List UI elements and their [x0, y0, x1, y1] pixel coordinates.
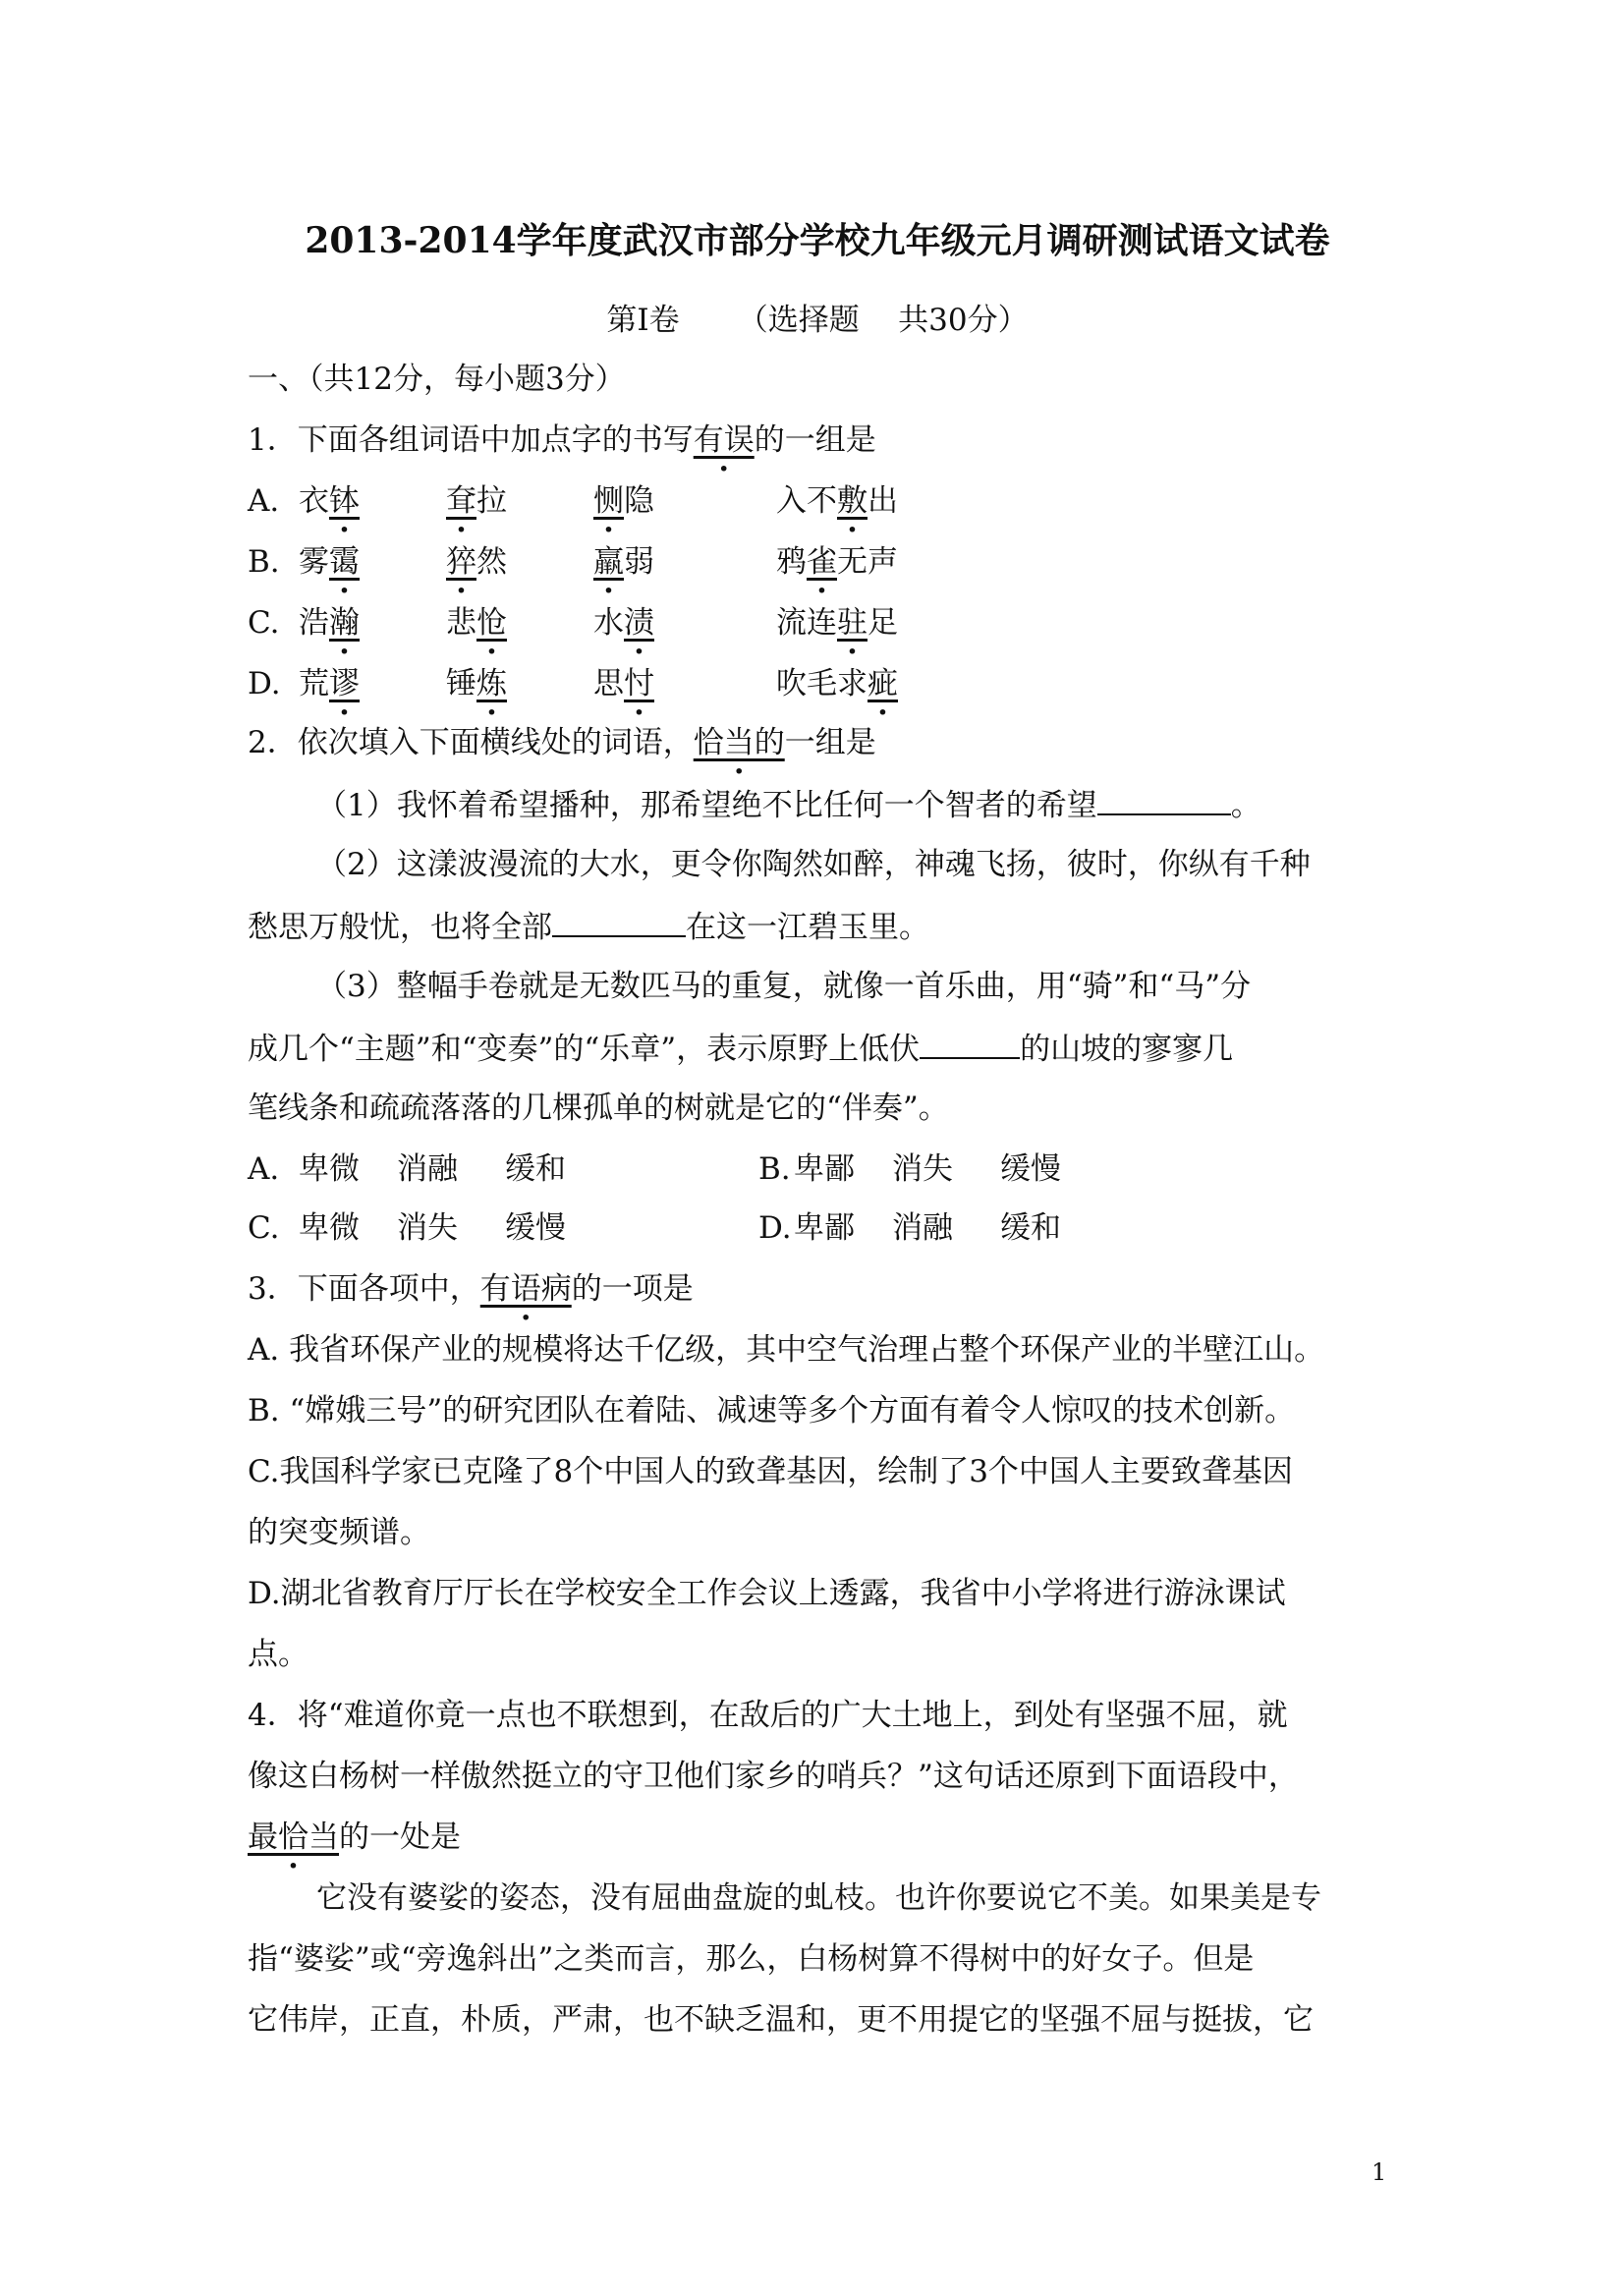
word-part: 思 — [593, 666, 624, 701]
q2-option-word: 卑微 — [299, 1151, 360, 1187]
word-part: 荒 — [299, 666, 329, 701]
word-part: 弱 — [624, 544, 654, 580]
dotted-character: 瀚 — [329, 605, 360, 641]
q2-sentence-2a: （2）这漾波漫流的大水，更令你陶然如醉，神魂飞扬，彼时，你纵有千种 — [316, 847, 1311, 882]
q2-option-word: 消失 — [892, 1151, 953, 1187]
q2-option-word: 卑鄙 — [794, 1210, 855, 1246]
word-part: 入不 — [776, 483, 837, 519]
word-part: 然 — [476, 544, 507, 580]
dotted-character: 钵 — [329, 483, 360, 519]
q1-option-word — [446, 542, 507, 582]
q2-option-word: 缓慢 — [1000, 1151, 1061, 1187]
q2-option-label: A. — [248, 1151, 280, 1187]
q2-option-word: 缓和 — [1000, 1210, 1061, 1246]
q2-sentence-2b — [248, 906, 929, 947]
dotted-character: 霭 — [329, 544, 360, 580]
q2-stem-mark: 恰当的 — [693, 725, 785, 760]
q1-option-word — [593, 664, 654, 703]
q1-option-word — [446, 664, 507, 703]
q1-option-word — [776, 603, 898, 643]
q1-stem-mark: 有误 — [693, 422, 755, 458]
q1-option-label: C. — [248, 605, 280, 641]
word-part: 吹毛求 — [776, 666, 867, 701]
q2-option-label: D. — [758, 1210, 792, 1246]
q3-stem — [248, 1269, 694, 1309]
q4-passage-line3: 它伟岸，正直，朴质，严肃，也不缺乏温和，更不用提它的坚强不屈与挺拔，它 — [248, 2002, 1314, 2038]
q2-s3b-post: 的山坡的寥寥几 — [1020, 1032, 1234, 1067]
q1-option-word — [299, 481, 360, 521]
q2-sentence-3c: 笔线条和疏疏落落的几棵孤单的树就是它的“伴奏”。 — [248, 1091, 949, 1126]
q1-stem-post: 的一组是 — [754, 422, 876, 458]
q2-option-word: 缓慢 — [505, 1210, 566, 1246]
dotted-character: 羸 — [593, 544, 624, 580]
word-part: 无声 — [837, 544, 898, 580]
q2-stem — [248, 723, 876, 762]
q1-option-word — [776, 664, 898, 703]
q4-passage-line2: 指“婆娑”或“旁逸斜出”之类而言，那么，白杨树算不得树中的好女子。但是 — [248, 1941, 1255, 1977]
q3-option-b: B. “嫦娥三号”的研究团队在着陆、减速等多个方面有着令人惊叹的技术创新。 — [248, 1393, 1296, 1428]
q2-sentence-3a: （3）整幅手卷就是无数匹马的重复，就像一首乐曲，用“骑”和“马”分 — [316, 969, 1252, 1004]
q2-option-word: 缓和 — [505, 1151, 566, 1187]
q3-option-d-line1: D.湖北省教育厅厅长在学校安全工作会议上透露，我省中小学将进行游泳课试 — [248, 1576, 1286, 1611]
word-part: 鸦 — [776, 544, 807, 580]
dotted-character: 雀 — [807, 544, 837, 580]
q1-option-word — [776, 542, 898, 582]
q3-stem-mark: 有语病 — [479, 1271, 572, 1307]
q2-blank-1 — [1097, 784, 1231, 815]
word-part: 水 — [593, 605, 624, 641]
q2-sentence-3b — [248, 1028, 1233, 1069]
q1-option-word — [299, 542, 360, 582]
q2-sentence-1 — [316, 784, 1261, 825]
q2-option-word: 消失 — [397, 1210, 458, 1246]
dotted-character: 猝 — [446, 544, 476, 580]
dotted-character: 恻 — [593, 483, 624, 519]
word-part: 足 — [867, 605, 898, 641]
word-part: 悲 — [446, 605, 476, 641]
q1-option-word — [593, 481, 654, 521]
q2-blank-2 — [552, 906, 686, 937]
q3-stem-pre: 3．下面各项中， — [248, 1271, 480, 1307]
word-part: 锤 — [446, 666, 476, 701]
word-part: 衣 — [299, 483, 329, 519]
q3-stem-post: 的一项是 — [571, 1271, 694, 1307]
word-part: 出 — [867, 483, 898, 519]
q1-option-word — [299, 603, 360, 643]
q1-option-word — [593, 542, 654, 582]
q1-option-word — [593, 603, 654, 643]
q1-option-label: D. — [248, 666, 281, 701]
word-part: 隐 — [624, 483, 654, 519]
q3-option-c-line1: C.我国科学家已克隆了8个中国人的致聋基因，绘制了3个中国人主要致聋基因 — [248, 1454, 1293, 1489]
q2-option-word: 消融 — [892, 1210, 953, 1246]
q1-option-word — [776, 481, 898, 521]
q3-option-d-line2: 点。 — [248, 1637, 308, 1672]
word-part: 拉 — [476, 483, 507, 519]
q2-s3b-pre: 成几个“主题”和“变奏”的“乐章”，表示原野上低伏 — [248, 1032, 921, 1067]
dotted-character: 驻 — [837, 605, 867, 641]
exam-subtitle: 第Ⅰ卷 （选择题 共30分） — [606, 303, 1029, 338]
q2-s1-end: 。 — [1230, 788, 1261, 823]
exam-title: 2013-2014学年度武汉市部分学校九年级元月调研测试语文试卷 — [305, 220, 1330, 261]
word-part: 浩 — [299, 605, 329, 641]
q2-s2b-pre: 愁思万般忧，也将全部 — [248, 910, 552, 945]
q1-option-label: A. — [248, 483, 280, 519]
dotted-character: 忖 — [624, 666, 654, 701]
q4-stem-line1: 4．将“难道你竟一点也不联想到，在敌后的广大土地上，到处有坚强不屈，就 — [248, 1698, 1288, 1733]
q2-option-word: 卑微 — [299, 1210, 360, 1246]
q4-stem-mark: 最恰当 — [248, 1820, 339, 1855]
q3-option-a: A. 我省环保产业的规模将达千亿级，其中空气治理占整个环保产业的半壁江山。 — [248, 1332, 1325, 1368]
q1-option-word — [299, 664, 360, 703]
q2-s2b-post: 在这一江碧玉里。 — [686, 910, 929, 945]
word-part: 雾 — [299, 544, 329, 580]
q2-option-label: C. — [248, 1210, 280, 1246]
dotted-character: 炼 — [476, 666, 507, 701]
dotted-character: 耷 — [446, 483, 476, 519]
q4-stem-post: 的一处是 — [339, 1820, 461, 1855]
q2-option-label: B. — [758, 1151, 791, 1187]
q3-option-c-line2: 的突变频谱。 — [248, 1515, 430, 1550]
q2-stem-pre: 2．依次填入下面横线处的词语， — [248, 725, 694, 760]
q4-stem-line3 — [248, 1818, 461, 1857]
q2-option-word: 消融 — [397, 1151, 458, 1187]
q1-option-word — [446, 481, 507, 521]
word-part: 流连 — [776, 605, 837, 641]
q2-option-word: 卑鄙 — [794, 1151, 855, 1187]
page-number: 1 — [1371, 2158, 1387, 2186]
q1-stem — [248, 420, 876, 460]
dotted-character: 渍 — [624, 605, 654, 641]
q1-option-label: B. — [248, 544, 280, 580]
q4-stem-line2: 像这白杨树一样傲然挺立的守卫他们家乡的哨兵？”这句话还原到下面语段中， — [248, 1759, 1299, 1794]
dotted-character: 敷 — [837, 483, 867, 519]
q2-stem-post: 一组是 — [784, 725, 876, 760]
q2-blank-3 — [920, 1028, 1020, 1059]
section-heading: 一、（共12分，每小题3分） — [248, 362, 626, 397]
dotted-character: 怆 — [476, 605, 507, 641]
dotted-character: 疵 — [867, 666, 898, 701]
q1-option-word — [446, 603, 507, 643]
q1-stem-pre: 1．下面各组词语中加点字的书写 — [248, 422, 694, 458]
q2-s1-text: （1）我怀着希望播种，那希望绝不比任何一个智者的希望 — [316, 788, 1097, 823]
q4-passage-line1: 它没有婆娑的姿态，没有屈曲盘旋的虬枝。也许你要说它不美。如果美是专 — [316, 1880, 1321, 1916]
dotted-character: 谬 — [329, 666, 360, 701]
